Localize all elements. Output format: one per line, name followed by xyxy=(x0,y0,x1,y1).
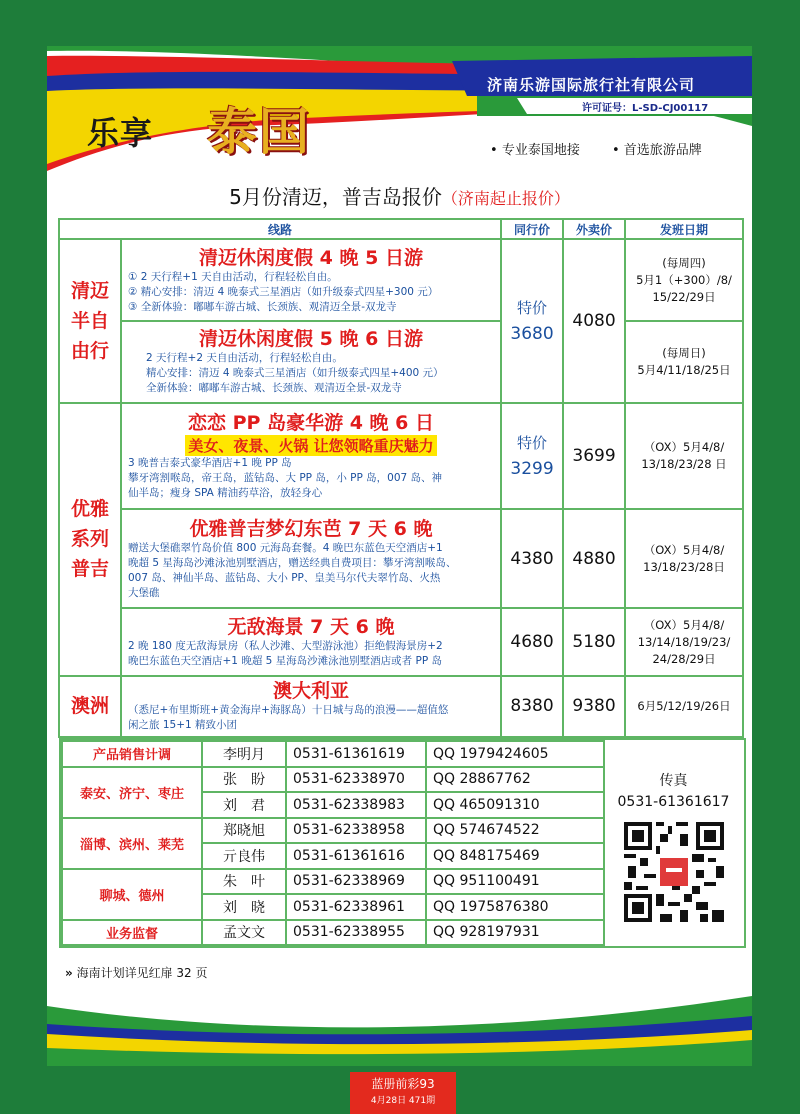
contact-group-supervisor: 业务监督 xyxy=(62,920,202,946)
contact-qq: QQ 465091310 xyxy=(426,792,604,818)
date-line: (每周日) xyxy=(662,345,706,360)
footer-page-label: 蓝册前彩93 xyxy=(371,1077,435,1091)
contact-name: 亓良伟 xyxy=(202,843,286,869)
departure-dates xyxy=(625,239,743,321)
brochure-page xyxy=(47,46,752,1066)
footer-issue: 4月28日 471期 xyxy=(370,1096,436,1106)
route-pp-island xyxy=(121,403,501,509)
contact-row xyxy=(62,767,604,793)
headline-text: 5月份清迈，普吉岛报价 xyxy=(229,185,442,209)
contact-row xyxy=(62,920,604,946)
contacts-panel xyxy=(59,738,746,948)
price-table xyxy=(58,218,744,738)
contact-qq: QQ 574674522 xyxy=(426,818,604,844)
route-description xyxy=(122,639,500,669)
contact-name: 刘 君 xyxy=(202,792,286,818)
headline-subtitle: （济南起止报价） xyxy=(441,189,570,208)
contact-row xyxy=(62,818,604,844)
fax-block xyxy=(603,740,744,946)
date-line: (每周四) xyxy=(662,255,706,270)
route-desc-line: ① 2 天行程+1 天自由活动，行程轻松自由。 xyxy=(128,270,338,283)
route-description xyxy=(122,541,500,601)
contact-qq: QQ 28867762 xyxy=(426,767,604,793)
route-title: 清迈休闲度假 5 晚 6 日游 xyxy=(199,328,423,351)
contact-qq: QQ 848175469 xyxy=(426,843,604,869)
region-label: 清迈半自由行 xyxy=(70,279,109,362)
contact-name: 刘 晓 xyxy=(202,894,286,920)
contact-qq: QQ 1979424605 xyxy=(426,741,604,767)
contact-name: 郑晓旭 xyxy=(202,818,286,844)
special-label: 特价 xyxy=(517,433,548,452)
contact-phone: 0531-62338969 xyxy=(286,869,426,895)
date-line: 5月1（+300）/8/ xyxy=(636,272,732,287)
route-desc-line: ② 精心安排：清迈 4 晚泰式三星酒店（如升级泰式四星+300 元） xyxy=(128,285,439,298)
region-australia: 澳洲 xyxy=(59,676,121,737)
route-desc-line: 大堡礁 xyxy=(128,586,160,599)
contact-name: 张 盼 xyxy=(202,767,286,793)
fax-label: 传真 xyxy=(659,773,688,789)
logo-text-taiguo: 泰国 xyxy=(207,103,311,161)
route-description xyxy=(122,270,500,315)
peer-price-australia: 8380 xyxy=(501,676,563,737)
price-value: 3680 xyxy=(510,323,554,344)
contact-phone: 0531-62338983 xyxy=(286,792,426,818)
route-desc-line: 2 天行程+2 天自由活动，行程轻松自由。 xyxy=(146,352,343,365)
contact-phone: 0531-62338955 xyxy=(286,920,426,946)
route-desc-line: 精心安排：清迈 4 晚泰式三星酒店（如升级泰式四星+400 元） xyxy=(146,367,444,380)
region-phuket xyxy=(59,403,121,676)
contact-group-liaocheng: 聊城、德州 xyxy=(62,869,202,920)
route-chiangmai-5n6d xyxy=(121,321,501,403)
page-title xyxy=(47,181,752,210)
route-seaview xyxy=(121,608,501,675)
route-title: 优雅普吉梦幻东芭 7 天 6 晚 xyxy=(189,517,433,540)
license-number: 许可证号：L-SD-CJ00117 xyxy=(582,103,709,114)
contact-row xyxy=(62,741,604,767)
contact-phone: 0531-61361616 xyxy=(286,843,426,869)
table-row xyxy=(59,509,743,609)
date-line: 13/18/23/28日 xyxy=(643,559,725,574)
route-description xyxy=(122,703,500,733)
departure-dates xyxy=(625,321,743,403)
slogan-item: 专业泰国地接 xyxy=(501,143,580,158)
qr-code-icon[interactable] xyxy=(624,822,724,922)
departure-dates xyxy=(625,509,743,609)
route-chiangmai-4n5d xyxy=(121,239,501,321)
retail-price-east: 4880 xyxy=(563,509,625,609)
table-row xyxy=(59,676,743,737)
contact-phone: 0531-61361619 xyxy=(286,741,426,767)
contact-qq: QQ 1975876380 xyxy=(426,894,604,920)
route-title: 无敌海景 7 天 6 晚 xyxy=(227,616,395,639)
contact-phone: 0531-62338958 xyxy=(286,818,426,844)
route-desc-line: 3 晚普吉泰式豪华酒店+1 晚 PP 岛 xyxy=(128,456,292,469)
retail-price-pp: 3699 xyxy=(563,403,625,509)
date-line: （OX）5月4/8/ xyxy=(643,439,725,454)
note-text: 海南计划详见红扉 32 页 xyxy=(76,966,208,980)
contact-group-zibo: 淄博、滨州、莱芜 xyxy=(62,818,202,869)
contact-group-sales: 产品销售计调 xyxy=(62,741,202,767)
peer-price-chiangmai xyxy=(501,239,563,402)
route-desc-line: （悉尼+布里斯班+黄金海岸+海豚岛）十日城与岛的浪漫——超值悠 xyxy=(128,704,449,717)
contact-phone: 0531-62338961 xyxy=(286,894,426,920)
date-line: 15/22/29日 xyxy=(652,289,716,304)
contact-group-taian: 泰安、济宁、枣庄 xyxy=(62,767,202,818)
date-line: （OX）5月4/8/ xyxy=(643,617,725,632)
note-hainan xyxy=(65,964,208,981)
route-desc-line: ③ 全新体验：嘟嘟车游古城、长颈族、观清迈全景-双龙寺 xyxy=(128,300,397,313)
route-desc-line: 晚超 5 星海岛沙滩泳池别墅酒店，赠送经典自费项目：攀牙湾割喉岛、 xyxy=(128,556,457,569)
date-line: 13/14/18/19/23/ xyxy=(637,634,731,649)
date-line: 24/28/29日 xyxy=(652,651,716,666)
contact-name: 孟文文 xyxy=(202,920,286,946)
bottom-banner xyxy=(47,996,752,1066)
special-label: 特价 xyxy=(517,298,548,317)
company-name: 济南乐游国际旅行社有限公司 xyxy=(487,76,696,94)
date-line: （OX）5月4/8/ xyxy=(643,542,725,557)
route-desc-line: 攀牙湾割喉岛，帝王岛，蓝钻岛、大 PP 岛，小 PP 岛，007 岛、神 xyxy=(128,471,443,484)
route-title: 恋恋 PP 岛豪华游 4 晚 6 日 xyxy=(188,411,434,434)
peer-price-pp xyxy=(501,403,563,509)
col-header-retail-price: 外卖价 xyxy=(563,219,625,239)
col-header-peer-price: 同行价 xyxy=(501,219,563,239)
contact-qq: QQ 928197931 xyxy=(426,920,604,946)
departure-dates: 6月5/12/19/26日 xyxy=(625,676,743,737)
route-title: 澳大利亚 xyxy=(273,680,350,703)
route-desc-line: 赠送大堡礁翠竹岛价值 800 元海岛套餐。4 晚巴东蓝色天空酒店+1 xyxy=(128,541,443,554)
double-chevron-right-icon: » xyxy=(65,966,73,980)
contact-row xyxy=(62,869,604,895)
route-desc-line: 晚巴东蓝色天空酒店+1 晚超 5 星海岛沙滩泳池别墅酒店或者 PP 岛 xyxy=(128,655,443,668)
route-desc-line: 2 晚 180 度无敌海景房（私人沙滩、大型游泳池）拒绝假海景房+2 xyxy=(128,640,443,653)
date-line: 13/18/23/28 日 xyxy=(641,456,727,471)
retail-price-seaview: 5180 xyxy=(563,608,625,675)
route-highlight: 美女、夜景、火锅 让您领略重庆魅力 xyxy=(185,435,436,456)
route-desc-line: 007 岛、神仙半岛、蓝钻岛、大小 PP、皇美马尔代夫翠竹岛、火热 xyxy=(128,571,441,584)
retail-price-australia: 9380 xyxy=(563,676,625,737)
col-header-route: 线路 xyxy=(59,219,501,239)
route-phuket-east xyxy=(121,509,501,609)
price-value: 3299 xyxy=(510,458,554,479)
table-row xyxy=(59,321,743,403)
peer-price-east: 4380 xyxy=(501,509,563,609)
contact-name: 朱 叶 xyxy=(202,869,286,895)
route-australia xyxy=(121,676,501,737)
table-row xyxy=(59,239,743,321)
col-header-departure: 发班日期 xyxy=(625,219,743,239)
contacts-table xyxy=(61,740,605,946)
page-footer xyxy=(350,1072,456,1114)
table-header-row xyxy=(59,219,743,239)
logo-text-lexiang: 乐享 xyxy=(87,114,154,152)
contact-qq: QQ 951100491 xyxy=(426,869,604,895)
table-row xyxy=(59,403,743,509)
region-label: 优雅系列普吉 xyxy=(70,498,109,581)
route-desc-line: 全新体验：嘟嘟车游古城、长颈族、观清迈全景-双龙寺 xyxy=(146,382,402,395)
peer-price-seaview: 4680 xyxy=(501,608,563,675)
route-title: 清迈休闲度假 4 晚 5 日游 xyxy=(199,246,423,269)
slogans: • 专业泰国地接 • 首选旅游品牌 xyxy=(490,143,702,158)
retail-price-chiangmai: 4080 xyxy=(563,239,625,402)
fax-number: 0531-61361617 xyxy=(617,794,730,810)
route-desc-line: 仙半岛；瘦身 SPA 精油药草浴，放轻身心 xyxy=(128,486,323,499)
route-description xyxy=(122,351,500,396)
table-row xyxy=(59,608,743,675)
slogan-item: 首选旅游品牌 xyxy=(623,143,702,158)
date-line: 5月4/11/18/25日 xyxy=(637,362,731,377)
contact-name: 李明月 xyxy=(202,741,286,767)
departure-dates xyxy=(625,608,743,675)
departure-dates xyxy=(625,403,743,509)
route-desc-line: 闲之旅 15+1 精致小团 xyxy=(128,719,238,732)
contact-phone: 0531-62338970 xyxy=(286,767,426,793)
region-chiangmai xyxy=(59,239,121,402)
route-description xyxy=(122,456,500,501)
